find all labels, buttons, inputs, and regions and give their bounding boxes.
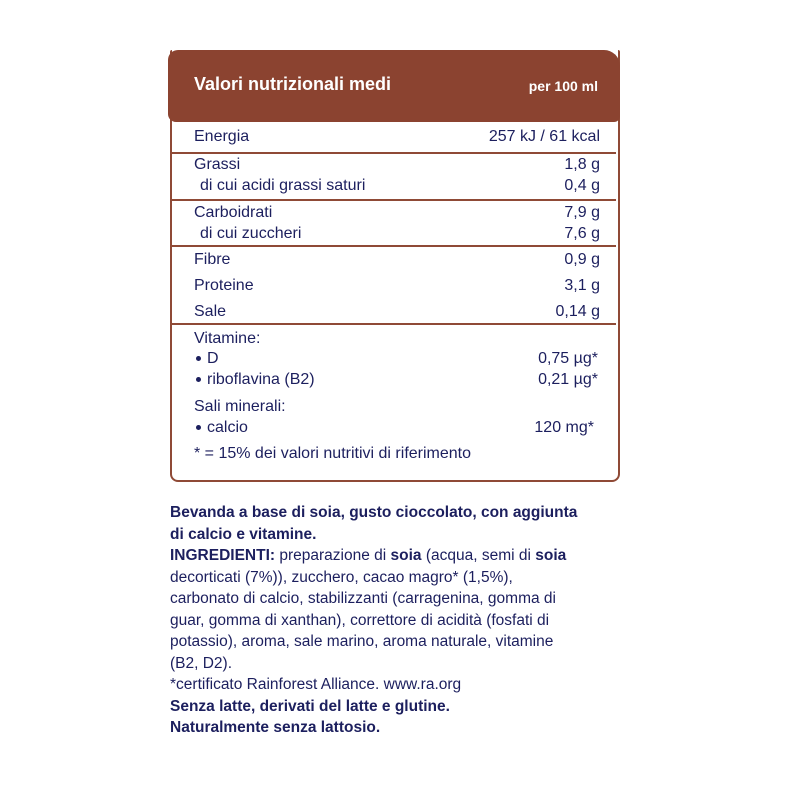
divider [170, 152, 616, 154]
row-label: Grassi [194, 156, 241, 173]
row-label: di cui acidi grassi saturi [200, 177, 366, 194]
ingredients-line: guar, gomma di xanthan), correttore di acidità (fosfati di [170, 611, 550, 629]
row-value: 120 mg* [534, 419, 594, 436]
row-value: 3,1 g [564, 277, 600, 294]
bullet-icon [196, 425, 201, 430]
row-value: 0,4 g [564, 177, 600, 194]
row-label: calcio [207, 419, 248, 436]
ingredients-line: carbonato di calcio, stabilizzanti (carragenina, gomma di [170, 590, 556, 607]
row-zuccheri [194, 225, 600, 247]
ingredients-label: INGREDIENTI: [170, 547, 276, 564]
vitamine-heading: Vitamine: [194, 330, 261, 347]
allergen-soia: soia [390, 547, 422, 564]
row-label: di cui zuccheri [200, 225, 302, 242]
bullet-icon [196, 377, 201, 382]
product-description [170, 502, 640, 739]
footnote: * = 15% dei valori nutritivi di riferimento [194, 445, 472, 462]
nutrition-title: Valori nutrizionali medi [194, 74, 392, 94]
row-label: Proteine [194, 277, 254, 294]
row-saturi [194, 177, 600, 199]
nutrition-per-unit: per 100 ml [528, 78, 598, 94]
row-label: riboflavina (B2) [207, 371, 315, 388]
row-carboidrati [194, 204, 600, 226]
divider [170, 199, 616, 201]
row-value: 7,6 g [564, 225, 600, 242]
row-energia [194, 128, 600, 150]
sali-heading: Sali minerali: [194, 398, 286, 415]
row-value: 1,8 g [564, 156, 600, 173]
row-fibre [194, 251, 600, 273]
row-value: 7,9 g [564, 204, 600, 221]
desc-line: di calcio e vitamine. [170, 525, 317, 543]
row-value: 0,14 g [555, 303, 600, 320]
bullet-icon [196, 356, 201, 361]
nutrition-header [168, 50, 620, 122]
ingredients-line: potassio), aroma, sale marino, aroma naturale, vitamine [170, 633, 554, 650]
ingredients-line: decorticati (7%)), zucchero, cacao magro* (1,5%), [170, 568, 513, 586]
divider [170, 323, 616, 325]
ingredients-text: preparazione di [275, 547, 391, 564]
row-calcio [194, 419, 600, 437]
desc-line: Bevanda a base di soia, gusto cioccolato, con aggiunta [170, 504, 578, 521]
row-sale [194, 303, 600, 325]
certification-note: *certificato Rainforest Alliance. www.ra.org [170, 676, 462, 693]
row-label: D [207, 350, 219, 367]
row-vit-b2 [194, 371, 600, 389]
ingredients-line [170, 545, 640, 567]
allergen-soia: soia [535, 547, 567, 564]
row-grassi [194, 156, 600, 178]
row-label: Sale [194, 303, 227, 320]
row-label: Fibre [194, 251, 231, 268]
row-value: 257 kJ / 61 kcal [488, 128, 600, 145]
ingredients-line: (B2, D2). [170, 654, 233, 672]
row-value: 0,21 µg* [538, 371, 598, 388]
allergen-note: Senza latte, derivati del latte e glutine. [170, 697, 450, 715]
row-value: 0,9 g [564, 251, 600, 268]
divider [170, 245, 616, 247]
row-label: Carboidrati [194, 204, 273, 221]
ingredients-text: (acqua, semi di [421, 547, 536, 564]
row-label: Energia [194, 128, 250, 145]
row-vit-d [194, 350, 600, 368]
row-proteine [194, 277, 600, 299]
lactose-note: Naturalmente senza lattosio. [170, 719, 381, 736]
row-value: 0,75 µg* [538, 350, 598, 367]
